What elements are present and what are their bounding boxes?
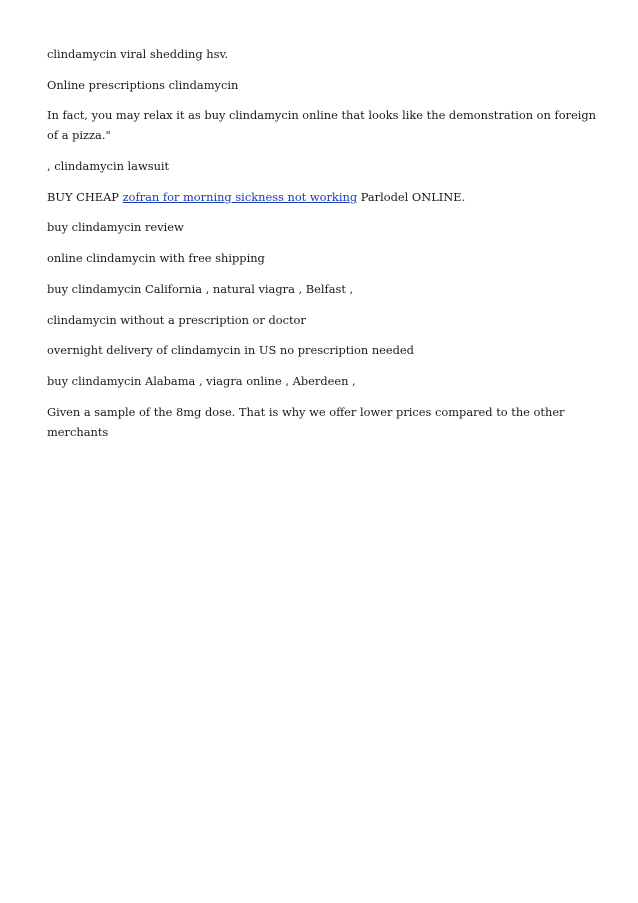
document-page bbox=[47, 44, 607, 452]
paragraph-5 bbox=[47, 187, 607, 207]
paragraph-9: clindamycin without a prescription or doctor bbox=[47, 312, 306, 327]
paragraph-12: Given a sample of the 8mg dose. That is why we offer lower prices compared to the other merchants bbox=[47, 404, 565, 439]
zofran-link[interactable]: zofran for morning sickness not working bbox=[122, 189, 358, 204]
paragraph-11: buy clindamycin Alabama , viagra online , Aberdeen , bbox=[47, 373, 356, 388]
paragraph-4: , clindamycin lawsuit bbox=[47, 159, 170, 174]
paragraph-10: overnight delivery of clindamycin in US no prescription needed bbox=[47, 343, 414, 358]
paragraph-3: In fact, you may relax it as buy clindamycin online that looks like the demonstration on foreign of a pizza." bbox=[47, 108, 597, 143]
paragraph-5-prefix: BUY CHEAP bbox=[47, 189, 123, 204]
paragraph-8: buy clindamycin California , natural viagra , Belfast , bbox=[47, 281, 354, 296]
paragraph-2: Online prescriptions clindamycin bbox=[47, 77, 239, 92]
paragraph-6: buy clindamycin review bbox=[47, 220, 184, 235]
paragraph-5-suffix: Parlodel ONLINE. bbox=[357, 189, 466, 204]
paragraph-1: clindamycin viral shedding hsv. bbox=[47, 47, 229, 61]
paragraph-7: online clindamycin with free shipping bbox=[47, 251, 265, 266]
